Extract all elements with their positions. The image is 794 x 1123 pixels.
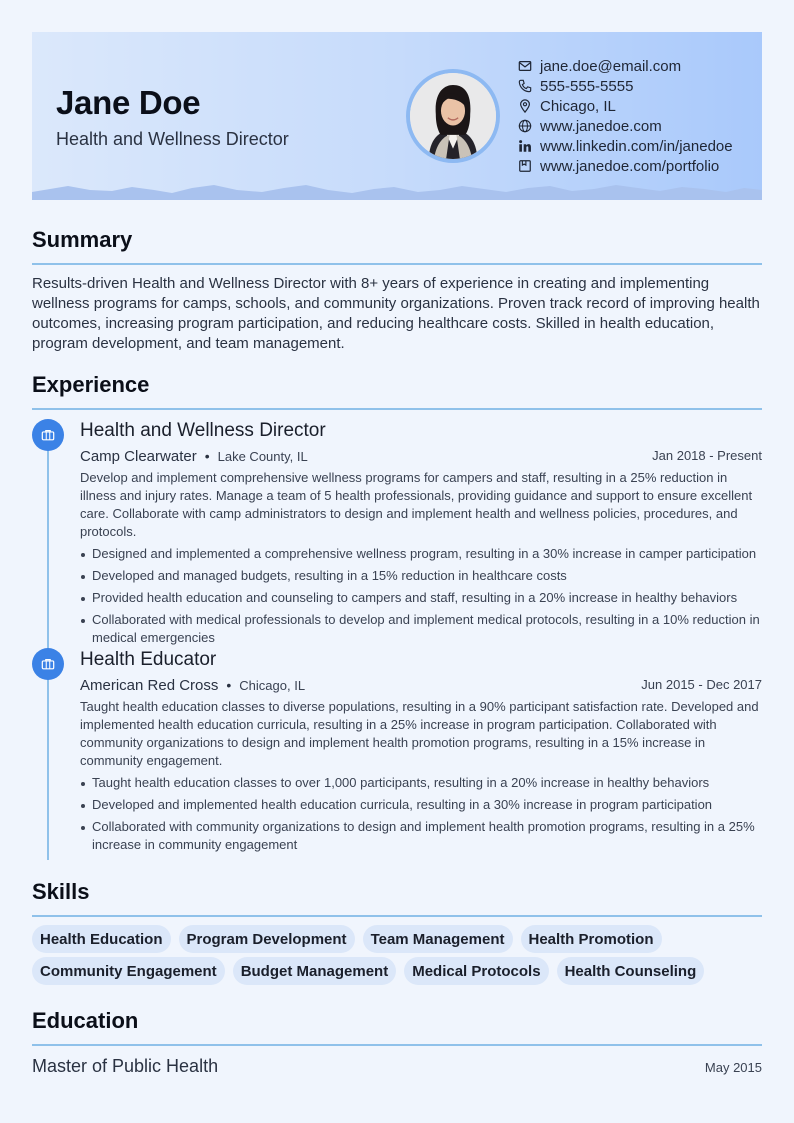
portfolio-icon	[518, 159, 532, 173]
job-dates: Jun 2015 - Dec 2017	[641, 677, 762, 692]
skill-chip: Team Management	[363, 925, 513, 953]
bullet-separator: •	[226, 677, 232, 693]
globe-icon	[518, 119, 532, 133]
skills-list	[32, 925, 772, 989]
job-description: Taught health education classes to diverse populations, resulting in a 90% participant satisfaction rate. Developed and implemented health education curricula, resulting in a 25% increase in program participation. Collaborated with community organizations to design and implement health promotion programs, resulting in a 15% increase in community engagement.	[80, 699, 759, 768]
summary-heading: Summary	[32, 227, 133, 252]
job-entry	[80, 648, 762, 858]
job-dates: Jan 2018 - Present	[652, 448, 762, 463]
education-degree: Master of Public Health	[32, 1056, 219, 1076]
skill-chip: Health Counseling	[557, 957, 705, 985]
contact-location	[518, 96, 733, 116]
contact-location-text: Chicago, IL	[540, 97, 616, 115]
contact-phone-text: 555-555-5555	[540, 77, 634, 95]
experience-heading: Experience	[32, 372, 150, 397]
summary-text: Results-driven Health and Wellness Director with 8+ years of experience in creating and implementing wellness programs for camps, schools, and community organizations. Proven track record of improving health outcomes, increasing program participation, and reducing healthcare costs. Skilled in health education, program development, and team management.	[32, 275, 760, 352]
experience-timeline	[47, 432, 49, 860]
contact-website[interactable]	[518, 116, 733, 136]
linkedin-icon	[518, 139, 532, 153]
list-item: Designed and implemented a comprehensive wellness program, resulting in a 30% increase in camper participation	[80, 545, 762, 563]
job-title: Health Educator	[80, 649, 217, 670]
contact-email-text: jane.doe@email.com	[540, 57, 682, 75]
education-date: May 2015	[704, 1060, 762, 1075]
list-item: Developed and implemented health education curricula, resulting in a 30% increase in program participation	[80, 796, 762, 814]
contact-list	[518, 56, 733, 176]
skill-chip: Medical Protocols	[404, 957, 548, 985]
candidate-name: Jane Doe	[56, 84, 201, 121]
summary-divider	[32, 263, 762, 265]
job-location: Chicago, IL	[239, 677, 306, 693]
bullet-separator: •	[204, 448, 210, 464]
list-item: Collaborated with community organizations to design and implement health promotion programs, resulting in a 25% increase in community engagement	[80, 818, 762, 854]
skills-heading: Skills	[32, 879, 90, 904]
job-achievements	[80, 545, 762, 647]
briefcase-icon	[32, 648, 64, 680]
contact-email[interactable]	[518, 56, 733, 76]
job-title: Health and Wellness Director	[80, 420, 326, 441]
job-location: Lake County, IL	[217, 448, 308, 464]
briefcase-icon	[32, 419, 64, 451]
education-heading: Education	[32, 1008, 139, 1033]
job-meta	[80, 675, 762, 695]
location-pin-icon	[518, 99, 532, 113]
contact-linkedin-text: www.linkedin.com/in/janedoe	[540, 137, 733, 155]
resume-header	[32, 32, 762, 200]
skill-chip: Budget Management	[233, 957, 397, 985]
skill-chip: Health Education	[32, 925, 171, 953]
skill-row	[32, 925, 772, 953]
job-meta	[80, 446, 762, 466]
list-item: Collaborated with medical professionals to develop and implement medical protocols, resulting in a 10% reduction in medical emergencies	[80, 611, 762, 647]
skills-divider	[32, 915, 762, 917]
profile-photo	[406, 69, 500, 163]
contact-phone[interactable]	[518, 76, 733, 96]
experience-divider	[32, 408, 762, 410]
skill-row	[32, 957, 772, 985]
skill-chip: Program Development	[179, 925, 355, 953]
phone-icon	[518, 79, 532, 93]
list-item: Developed and managed budgets, resulting in a 15% reduction in healthcare costs	[80, 567, 762, 585]
skill-chip: Community Engagement	[32, 957, 225, 985]
list-item: Provided health education and counseling to campers and staff, resulting in a 20% increase in healthy behaviors	[80, 589, 762, 607]
job-company: American Red Cross	[80, 676, 219, 694]
job-entry	[80, 419, 762, 651]
contact-portfolio-text: www.janedoe.com/portfolio	[540, 157, 720, 175]
header-wave-decoration	[32, 182, 762, 200]
job-achievements	[80, 774, 762, 854]
candidate-headline: Health and Wellness Director	[56, 129, 289, 149]
education-divider	[32, 1044, 762, 1046]
contact-website-text: www.janedoe.com	[540, 117, 662, 135]
job-description: Develop and implement comprehensive wellness programs for campers and staff, resulting in a 25% reduction in illness and injury rates. Manage a team of 5 health professionals, providing guidance and support to ensure excellent care. Collaborate with camp administrators to design and implement health and wellness policies, procedures, and protocols.	[80, 470, 753, 539]
contact-linkedin[interactable]	[518, 136, 733, 156]
contact-portfolio[interactable]	[518, 156, 733, 176]
skill-chip: Health Promotion	[521, 925, 662, 953]
list-item: Taught health education classes to over 1,000 participants, resulting in a 20% increase in healthy behaviors	[80, 774, 762, 792]
job-company: Camp Clearwater	[80, 447, 197, 465]
mail-icon	[518, 59, 532, 73]
